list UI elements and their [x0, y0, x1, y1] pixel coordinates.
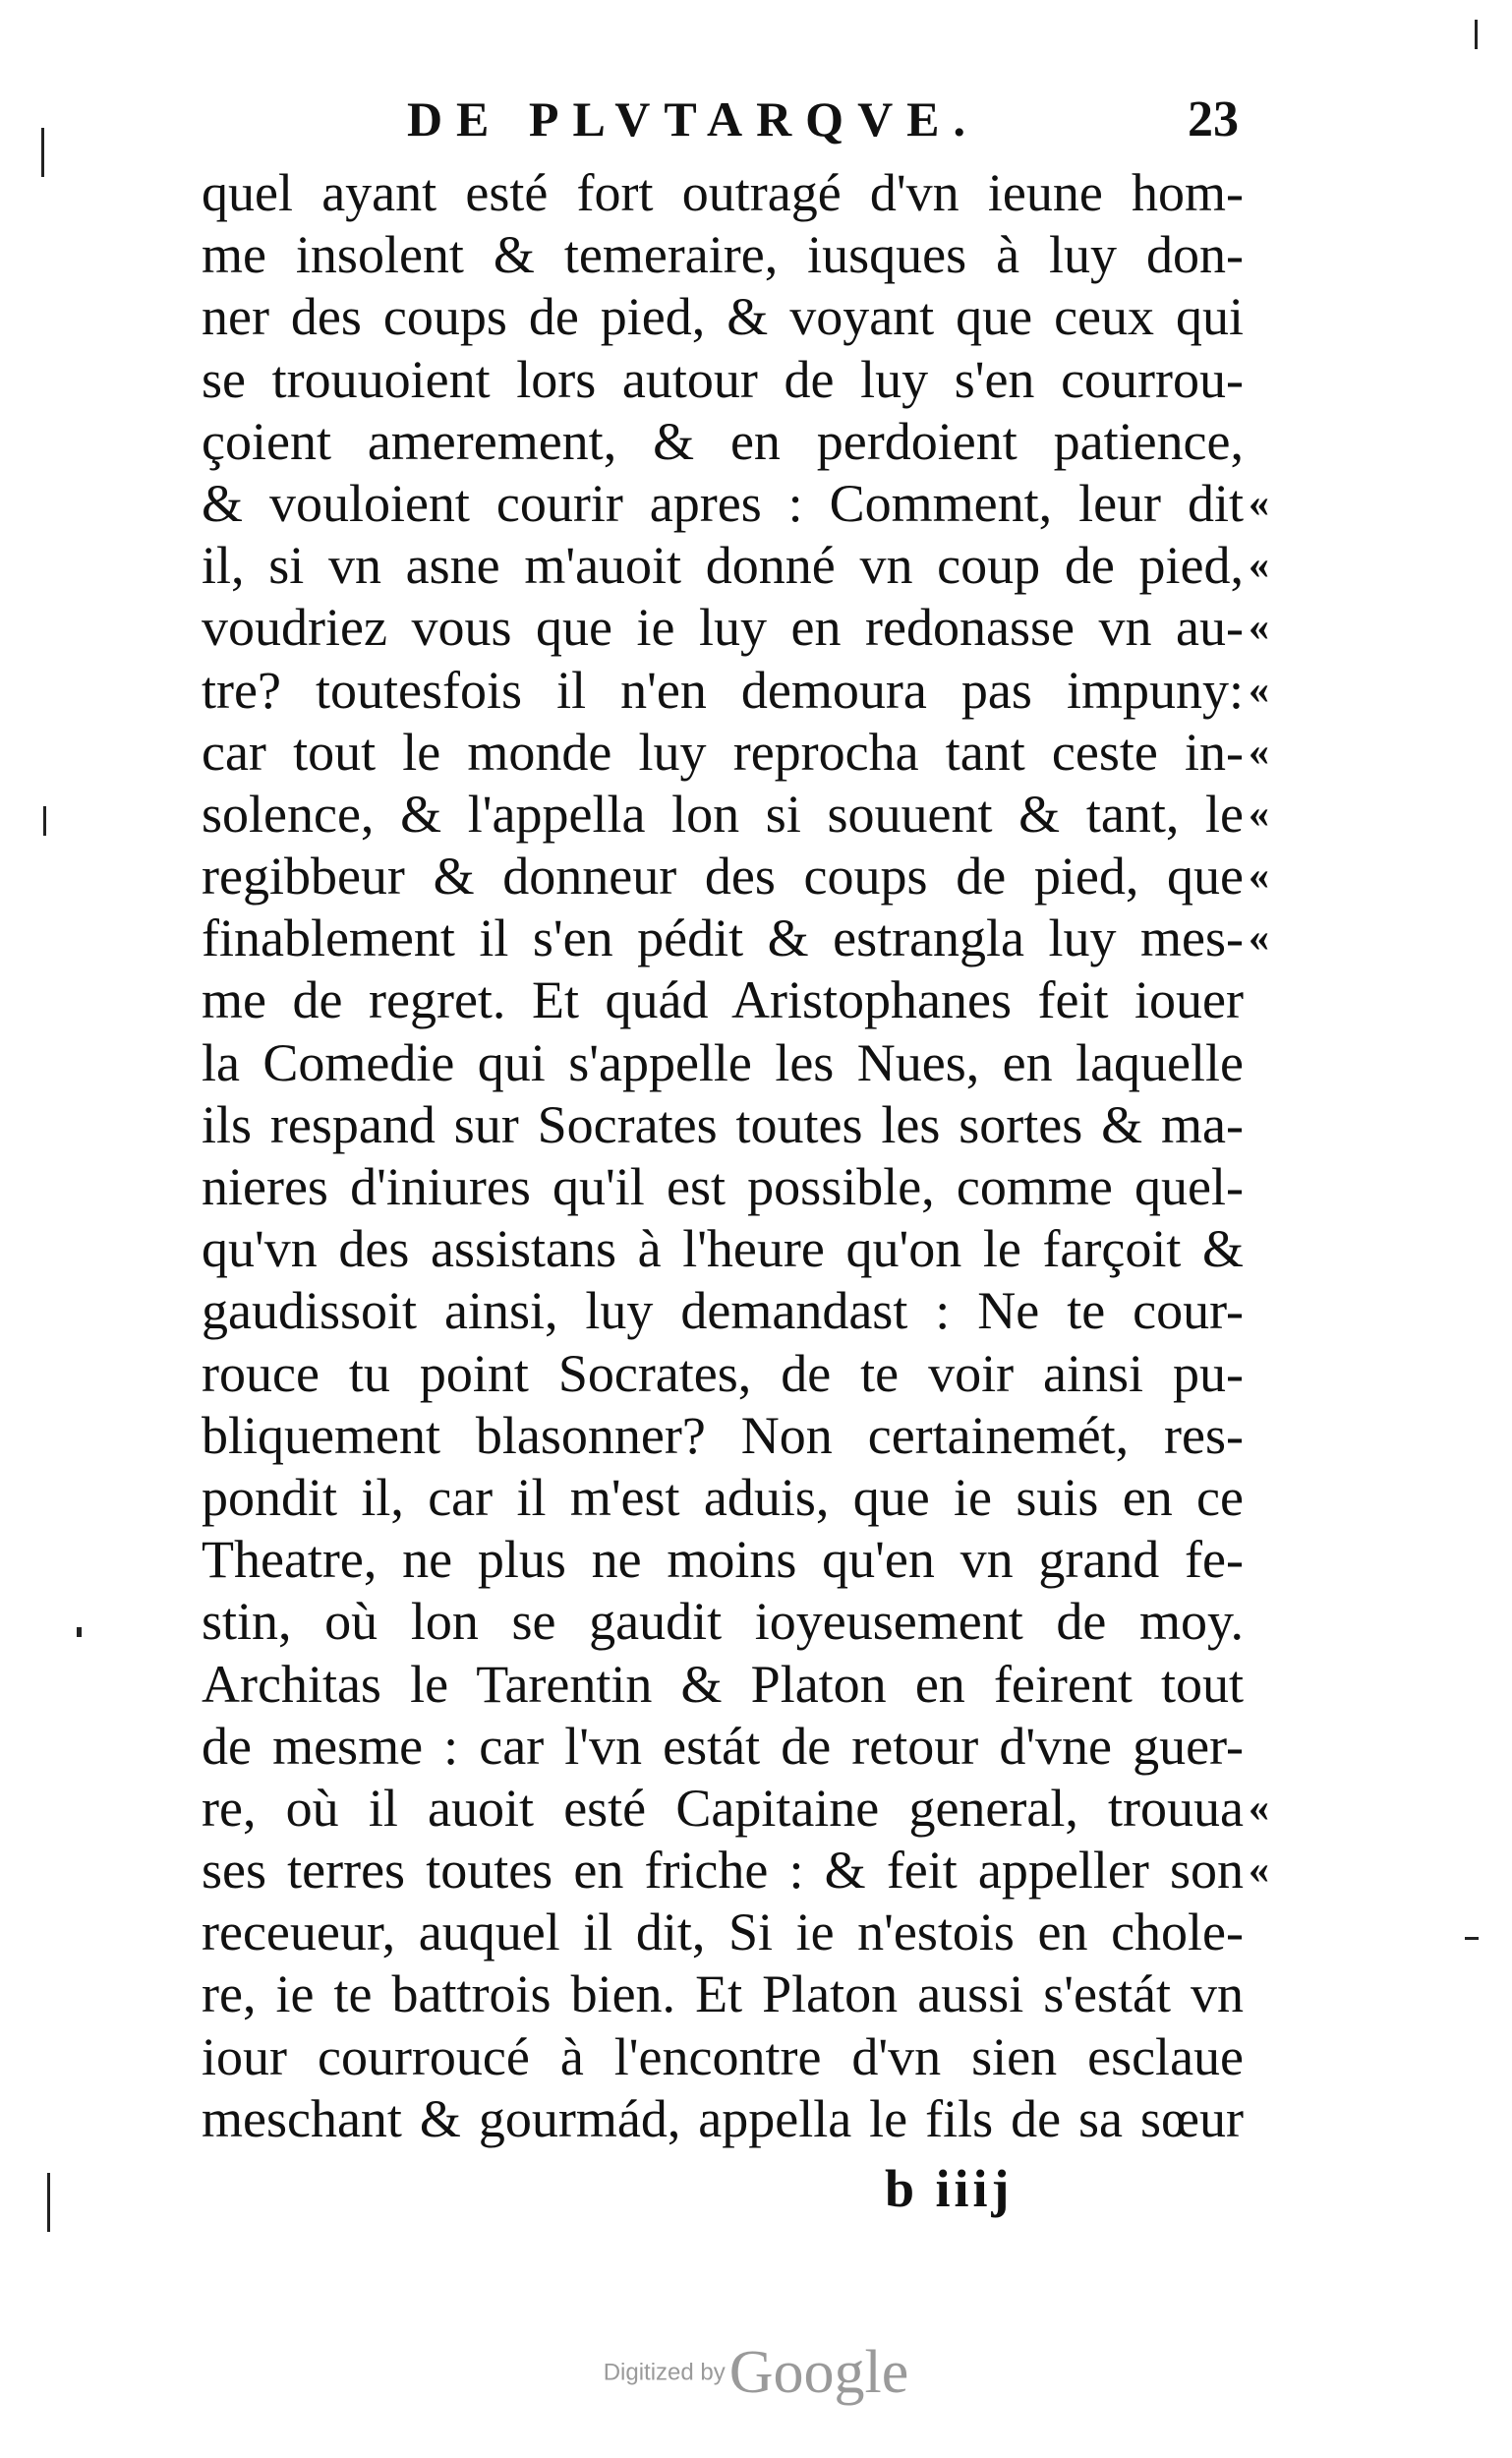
running-head: DE PLVTARQVE. [406, 91, 980, 146]
text-line: se trouuoient lors autour de luy s'en courrou- [202, 349, 1244, 409]
text-line: bliquement blasonner? Non certainemét, res- [202, 1405, 1244, 1465]
google-logo: Google [728, 2339, 909, 2406]
text-line: re, où il auoit esté Capitaine general, trouua [202, 1778, 1244, 1838]
text-line: ses terres toutes en friche : & feit appeller son [202, 1841, 1244, 1901]
quote-mark: « [1249, 853, 1269, 900]
text-line: receueur, auquel il dit, Si ie n'estois en chole- [202, 1902, 1244, 1962]
quote-mark: « [1249, 729, 1269, 775]
text-line: voudriez vous que ie luy en redonasse vn au- [202, 598, 1244, 658]
quote-mark: « [1249, 481, 1269, 526]
text-line: meschant & gourmád, appella le fils de sa sœur [202, 2088, 1244, 2148]
text-line: il, si vn asne m'auoit donné vn coup de pied, [202, 536, 1244, 596]
quote-mark: « [1249, 1847, 1269, 1894]
quote-mark: « [1249, 605, 1269, 651]
text-line: finablement il s'en pédit & estrangla luy mes- [202, 908, 1244, 968]
quote-mark: « [1249, 791, 1269, 837]
text-line: de mesme : car l'vn estát de retour d'vne guer- [202, 1716, 1244, 1776]
text-line: regibbeur & donneur des coups de pied, que [202, 847, 1244, 907]
text-line: ils respand sur Socrates toutes les sortes & ma- [202, 1094, 1244, 1154]
text-line: me insolent & temeraire, iusques à luy don- [202, 225, 1244, 285]
quote-mark: « [1249, 667, 1269, 713]
text-line: & vouloient courir apres : Comment, leur dit [202, 473, 1244, 533]
text-line: pondit il, car il m'est aduis, que ie suis en ce [202, 1467, 1244, 1527]
text-line: Theatre, ne plus ne moins qu'en vn grand fe- [202, 1530, 1244, 1590]
watermark-prefix: Digitized by [603, 2359, 726, 2386]
body-text [202, 162, 1244, 2150]
text-line: Architas le Tarentin & Platon en feirent tout [202, 1654, 1244, 1714]
margin-ink-mark [1465, 1937, 1479, 1940]
quote-mark: « [1249, 1785, 1269, 1832]
text-line: me de regret. Et quád Aristophanes feit iouer [202, 970, 1244, 1030]
margin-ink-mark [77, 1627, 82, 1637]
margin-ink-mark [43, 806, 46, 836]
margin-ink-mark [47, 2173, 50, 2232]
text-line: car tout le monde luy reprocha tant ceste in- [202, 722, 1244, 782]
text-line: gaudissoit ainsi, luy demandast : Ne te cour- [202, 1281, 1244, 1341]
digitization-watermark [0, 2338, 1512, 2408]
quote-mark: « [1249, 543, 1269, 589]
margin-ink-mark [1475, 20, 1478, 49]
quote-mark: « [1249, 915, 1269, 962]
text-line: solence, & l'appella lon si souuent & tant, le [202, 784, 1244, 844]
text-line: stin, où lon se gaudit ioyeusement de moy. [202, 1592, 1244, 1652]
text-line: tre? toutesfois il n'en demoura pas impuny: [202, 660, 1244, 720]
text-line: qu'vn des assistans à l'heure qu'on le farçoit & [202, 1219, 1244, 1279]
page-header [128, 90, 1258, 159]
text-line: re, ie te battrois bien. Et Platon aussi s'estát vn [202, 1964, 1244, 2024]
text-line: ner des coups de pied, & voyant que ceux qui [202, 287, 1244, 347]
signature-mark: b iiij [885, 2159, 1014, 2218]
text-line: rouce tu point Socrates, de te voir ainsi pu- [202, 1343, 1244, 1403]
margin-ink-mark [41, 128, 44, 177]
text-line: nieres d'iniures qu'il est possible, comme quel- [202, 1157, 1244, 1216]
text-line: quel ayant esté fort outragé d'vn ieune hom- [202, 163, 1244, 222]
page-number: 23 [1188, 91, 1239, 147]
text-line: çoient amerement, & en perdoient patience, [202, 411, 1244, 471]
text-line: iour courroucé à l'encontre d'vn sien esclaue [202, 2026, 1244, 2086]
text-line: la Comedie qui s'appelle les Nues, en laquelle [202, 1032, 1244, 1092]
